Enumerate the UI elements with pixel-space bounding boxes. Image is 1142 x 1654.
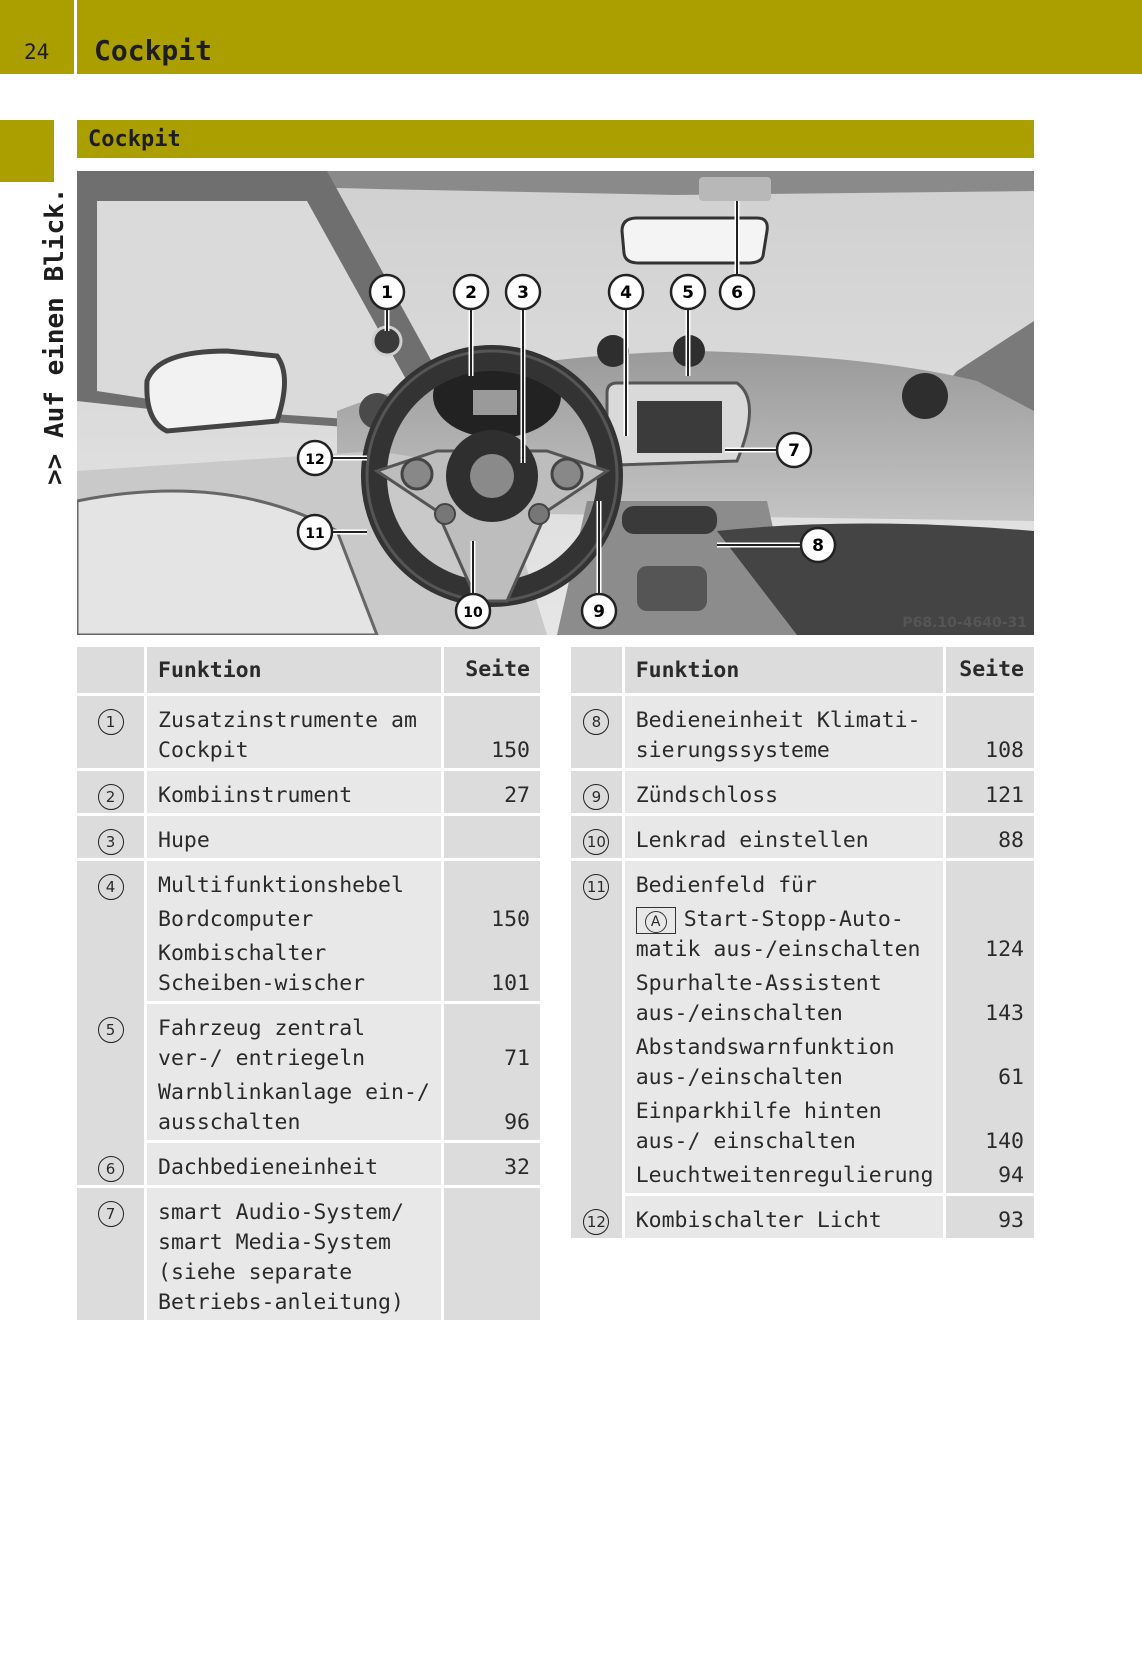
function-cell [147, 1076, 441, 1143]
function-cell [625, 1159, 944, 1196]
row-number-cell [77, 861, 147, 1004]
auxiliary-instrument [373, 327, 401, 355]
callout-4 [609, 275, 643, 309]
table-row [571, 903, 1034, 967]
table-row [77, 903, 540, 937]
svg-text:10: 10 [463, 605, 483, 621]
function-text: Bedienfeld für [635, 873, 817, 898]
table-header-row [77, 647, 540, 696]
function-cell [625, 967, 944, 1031]
side-tab-marker [0, 120, 54, 182]
function-cell [147, 1004, 441, 1076]
function-cell [625, 1095, 944, 1159]
table-row [77, 771, 540, 816]
page-cell: 143 [943, 967, 1034, 1031]
section-header [77, 120, 1034, 158]
header-number-cell [77, 647, 147, 696]
function-text: Spurhalte-Assistent aus-/einschalten [635, 971, 882, 1026]
svg-text:1: 1 [381, 283, 393, 303]
table-row [571, 1095, 1034, 1159]
table-row [77, 1143, 540, 1188]
table-row [571, 1159, 1034, 1196]
callout-5 [671, 275, 705, 309]
svg-text:11: 11 [305, 526, 325, 542]
page-cell: 27 [441, 771, 540, 816]
vent-right [902, 373, 948, 419]
svg-text:12: 12 [305, 452, 325, 468]
page-cell: 140 [943, 1095, 1034, 1159]
row-number-cell [77, 771, 147, 816]
row-number-cell [571, 816, 625, 861]
callout-3 [506, 275, 540, 309]
function-cell [625, 903, 944, 967]
table-row [571, 771, 1034, 816]
function-text: Abstandswarnfunktion aus-/einschalten [635, 1035, 895, 1090]
callout-9 [582, 594, 616, 628]
callout-6 [720, 275, 754, 309]
climate-control-panel [622, 506, 717, 534]
table-row [77, 696, 540, 771]
header-page: Seite [943, 647, 1034, 696]
header-divider [74, 0, 77, 74]
callout-number: 5 [98, 1017, 124, 1043]
table-row [77, 816, 540, 861]
callout-2 [454, 275, 488, 309]
row-number-cell [77, 1188, 147, 1323]
callout-11 [298, 515, 332, 549]
row-number-cell [77, 1004, 147, 1143]
page-cell [441, 816, 540, 861]
svg-text:8: 8 [812, 536, 824, 556]
start-stop-key-icon [636, 907, 676, 934]
callout-number: 12 [583, 1209, 609, 1235]
side-tab-label: >> Auf einen Blick. [40, 187, 70, 485]
function-text: Einparkhilfe hinten aus-/ einschalten [635, 1099, 882, 1154]
page-cell [441, 861, 540, 903]
page-number: 24 [24, 40, 50, 64]
function-cell [147, 1188, 441, 1323]
media-screen [637, 401, 722, 453]
function-table-right [571, 647, 1034, 1241]
callout-8 [801, 528, 835, 562]
row-number-cell [571, 771, 625, 816]
table-row [571, 861, 1034, 903]
function-text: Fahrzeug zentral ver-/ entriegeln [158, 1016, 366, 1071]
svg-text:4: 4 [620, 283, 632, 303]
page-cell [943, 861, 1034, 903]
callout-number: 6 [98, 1156, 124, 1182]
function-cell [147, 771, 441, 816]
side-mirror [147, 351, 285, 431]
table-row [571, 1196, 1034, 1241]
function-cell [147, 1143, 441, 1188]
function-cell [147, 816, 441, 861]
function-text: Multifunktionshebel [158, 873, 404, 898]
table-row [77, 937, 540, 1004]
function-text: Zündschloss [635, 783, 779, 808]
function-cell [625, 861, 944, 903]
function-text: Lenkrad einstellen [635, 828, 869, 853]
key-letter: A [645, 911, 667, 933]
roof-control-unit [699, 177, 771, 201]
table-row [77, 1188, 540, 1323]
function-cell [147, 937, 441, 1004]
page-cell: 93 [943, 1196, 1034, 1241]
callout-1 [370, 275, 404, 309]
page-title: Cockpit [94, 34, 213, 67]
function-cell [625, 1196, 944, 1241]
function-text: Warnblinkanlage ein-/ ausschalten [158, 1080, 430, 1135]
page-cell: 124 [943, 903, 1034, 967]
function-cell [625, 816, 944, 861]
row-number-cell [571, 1196, 625, 1241]
function-text: Leuchtweitenregulierung [635, 1163, 934, 1188]
callout-number: 7 [98, 1201, 124, 1227]
function-cell [625, 696, 944, 771]
svg-text:5: 5 [682, 283, 694, 303]
page-cell: 150 [441, 696, 540, 771]
page-cell: 61 [943, 1031, 1034, 1095]
page-cell: 108 [943, 696, 1034, 771]
function-cell [625, 1031, 944, 1095]
function-text: smart Audio-System/ smart Media-System (siehe separate Betriebs-anleitung) [158, 1200, 404, 1315]
callout-number: 8 [583, 709, 609, 735]
row-number-cell [77, 1143, 147, 1188]
header-number-cell [571, 647, 625, 696]
function-cell [147, 861, 441, 903]
page-cell: 88 [943, 816, 1034, 861]
function-text: Kombischalter Licht [635, 1208, 882, 1233]
row-number-cell [77, 696, 147, 771]
function-text: Zusatzinstrumente am Cockpit [158, 708, 417, 763]
page-cell: 121 [943, 771, 1034, 816]
cockpit-photo [77, 171, 1034, 635]
table-row [77, 861, 540, 903]
svg-text:2: 2 [465, 283, 477, 303]
function-table-left [77, 647, 540, 1323]
table-row [571, 1031, 1034, 1095]
row-number-cell [77, 816, 147, 861]
table-row [571, 816, 1034, 861]
header-page: Seite [441, 647, 540, 696]
table-row [77, 1004, 540, 1076]
table-row [571, 696, 1034, 771]
function-text: Kombiinstrument [158, 783, 353, 808]
table-header-row [571, 647, 1034, 696]
svg-text:6: 6 [731, 283, 743, 303]
function-cell [147, 696, 441, 771]
page-cell: 71 [441, 1004, 540, 1076]
svg-text:7: 7 [788, 441, 800, 461]
callout-number: 11 [583, 874, 609, 900]
function-text: Kombischalter Scheiben-wischer [158, 941, 366, 996]
image-code: P68.10-4640-31 [902, 615, 1027, 631]
function-text: Dachbedieneinheit [158, 1155, 379, 1180]
callout-number: 2 [98, 784, 124, 810]
callout-number: 9 [583, 784, 609, 810]
table-row [571, 967, 1034, 1031]
row-number-cell [571, 696, 625, 771]
function-text: Bordcomputer [158, 907, 314, 932]
callout-number: 4 [98, 874, 124, 900]
table-row [77, 1076, 540, 1143]
callout-number: 10 [583, 829, 609, 855]
function-cell [147, 903, 441, 937]
rear-view-mirror [622, 218, 767, 263]
section-title: Cockpit [88, 127, 181, 152]
function-text: Bedieneinheit Klimati-sierungssysteme [635, 708, 921, 763]
callout-number: 3 [98, 829, 124, 855]
page-cell: 32 [441, 1143, 540, 1188]
header-function: Funktion [625, 647, 944, 696]
callout-number: 1 [98, 709, 124, 735]
page-cell: 94 [943, 1159, 1034, 1196]
page-cell [441, 1188, 540, 1323]
page-cell: 150 [441, 903, 540, 937]
callout-10 [456, 594, 490, 628]
page-cell: 96 [441, 1076, 540, 1143]
header-function: Funktion [147, 647, 441, 696]
function-text: Hupe [158, 828, 210, 853]
page-header [0, 0, 1142, 74]
function-cell [625, 771, 944, 816]
callout-7 [777, 433, 811, 467]
svg-text:9: 9 [593, 602, 605, 622]
page-cell: 101 [441, 937, 540, 1004]
row-number-cell [571, 861, 625, 1196]
function-text: Start-Stopp-Auto-matik aus-/einschalten [635, 907, 921, 962]
callout-12 [298, 441, 332, 475]
svg-text:3: 3 [517, 283, 529, 303]
